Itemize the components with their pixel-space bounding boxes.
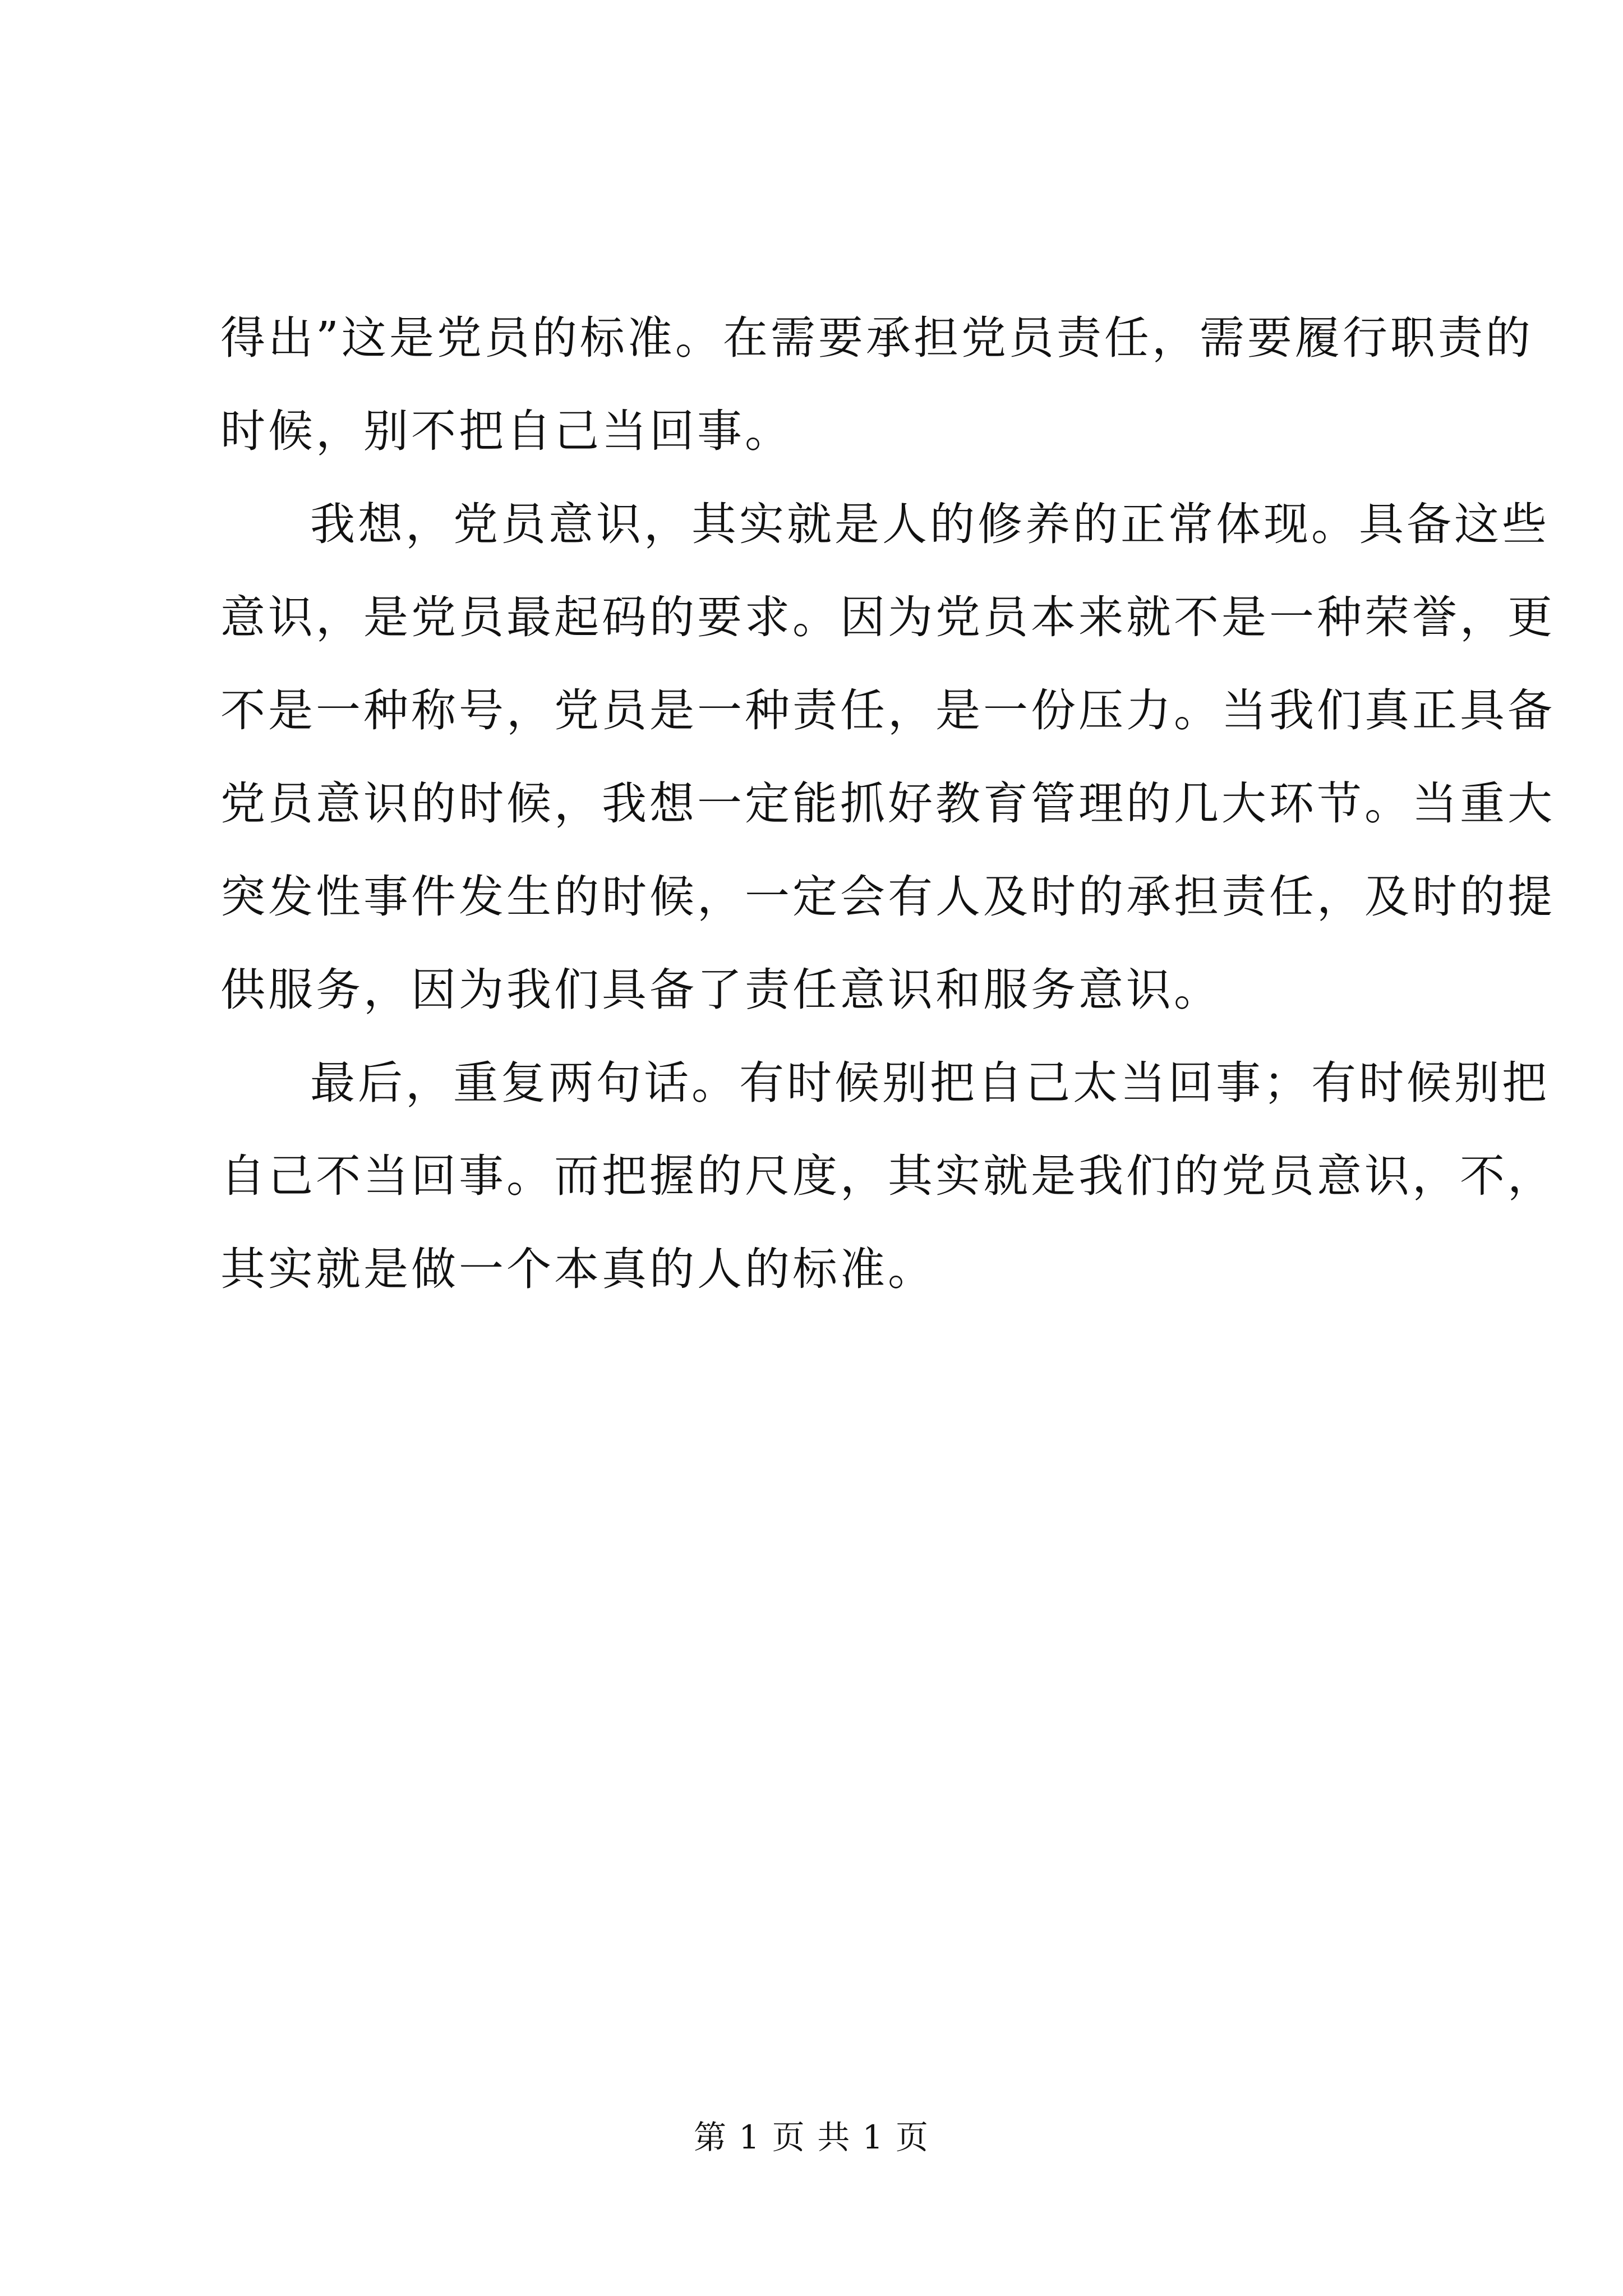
- document-body: [220, 292, 1555, 1316]
- paragraph-first-line: 我想，党员意识，其实就是人的修养的正常体现。具备这些: [310, 498, 1550, 550]
- text-line: 不是一种称号，党员是一种责任，是一份压力。当我们真正具备: [220, 684, 1555, 737]
- text-line: 供服务，因为我们具备了责任意识和服务意识。: [220, 964, 1221, 1016]
- paragraph-first-line: 最后，重复两句话。有时候别把自己太当回事；有时候别把: [310, 1057, 1550, 1109]
- page-number-footer: 第 1 页 共 1 页: [694, 2118, 929, 2156]
- text-line: 得出”这是党员的标准。在需要承担党员责任，需要履行职责的: [220, 312, 1533, 364]
- text-line: 自己不当回事。而把握的尺度，其实就是我们的党员意识，不，: [220, 1150, 1555, 1202]
- text-line: 其实就是做一个本真的人的标准。: [220, 1243, 935, 1295]
- text-line: 突发性事件发生的时候，一定会有人及时的承担责任，及时的提: [220, 871, 1555, 923]
- text-line: 党员意识的时候，我想一定能抓好教育管理的几大环节。当重大: [220, 777, 1555, 830]
- text-line: 意识，是党员最起码的要求。因为党员本来就不是一种荣誉，更: [220, 591, 1555, 643]
- text-line: 时候，别不把自己当回事。: [220, 405, 792, 457]
